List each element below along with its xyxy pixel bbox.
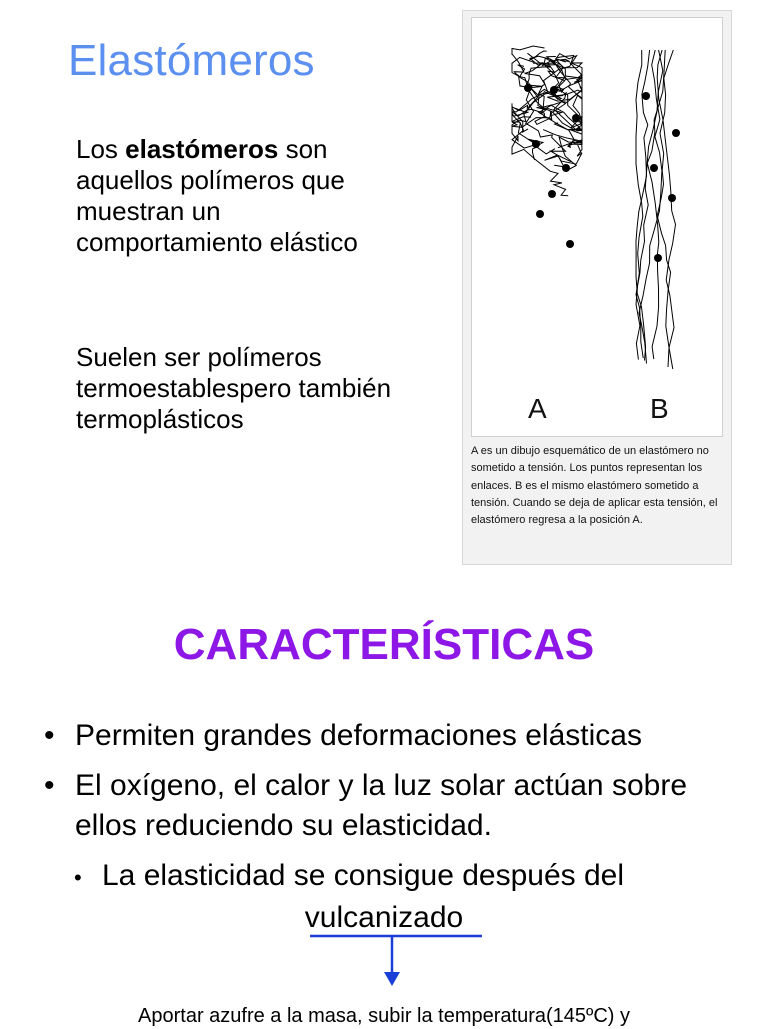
crosslink-dot bbox=[672, 129, 680, 137]
crosslink-dot bbox=[668, 194, 676, 202]
elastomer-figure bbox=[462, 10, 732, 565]
crosslink-dot bbox=[550, 86, 558, 94]
crosslink-dot bbox=[654, 254, 662, 262]
down-arrow-icon bbox=[300, 930, 500, 990]
figure-caption: A es un dibujo esquemático de un elastómero no sometido a tensión. Los puntos representan los enlaces. B es el mismo elastómero sometido a tensión. Cuando se deja de aplicar esta tensión, el elastómero regresa a la posición A. bbox=[471, 445, 718, 527]
polymer-chains-drawing bbox=[472, 18, 722, 436]
crosslink-dot bbox=[566, 240, 574, 248]
elastomer-diagram bbox=[471, 17, 723, 437]
page-title: Elastómeros bbox=[68, 36, 315, 85]
section-heading: CARACTERÍSTICAS bbox=[173, 620, 595, 669]
bullet-item bbox=[44, 766, 744, 846]
definition-prefix: Los bbox=[76, 134, 126, 164]
vulcanization-term: vulcanizado bbox=[304, 901, 464, 934]
crosslink-dot bbox=[562, 164, 570, 172]
figure-label-b: B bbox=[650, 393, 669, 424]
definition-term: elastómeros bbox=[125, 134, 279, 164]
crosslink-dot bbox=[524, 84, 532, 92]
bullet-text: Permiten grandes deformaciones elásticas bbox=[75, 719, 642, 752]
bullet-marker: • bbox=[44, 769, 55, 802]
definition-suffix: son aquellos polímeros que muestran un comportamiento elástico bbox=[76, 134, 358, 257]
relaxed-chains-a bbox=[512, 46, 582, 196]
vulcanization-note: Aportar azufre a la masa, subir la temperatura(145ºC) y bbox=[138, 1005, 630, 1027]
bullet-marker: • bbox=[44, 719, 55, 752]
crosslink-dot bbox=[532, 140, 540, 148]
crosslink-dot bbox=[642, 92, 650, 100]
stretched-chains-b bbox=[636, 50, 676, 369]
figure-label-a: A bbox=[528, 393, 547, 424]
crosslink-dot bbox=[650, 164, 658, 172]
bullet-text: El oxígeno, el calor y la luz solar actúan sobre ellos reduciendo su elasticidad. bbox=[75, 769, 687, 842]
crosslink-dot bbox=[536, 210, 544, 218]
definition-paragraph bbox=[76, 134, 406, 258]
crosslink-dot bbox=[548, 190, 556, 198]
types-paragraph: Suelen ser polímeros termoestablespero también termoplásticos bbox=[76, 342, 392, 434]
sub-bullet-text: La elasticidad se consigue después del bbox=[102, 859, 625, 892]
bullet-marker: • bbox=[74, 865, 82, 890]
crosslink-dot bbox=[572, 114, 580, 122]
